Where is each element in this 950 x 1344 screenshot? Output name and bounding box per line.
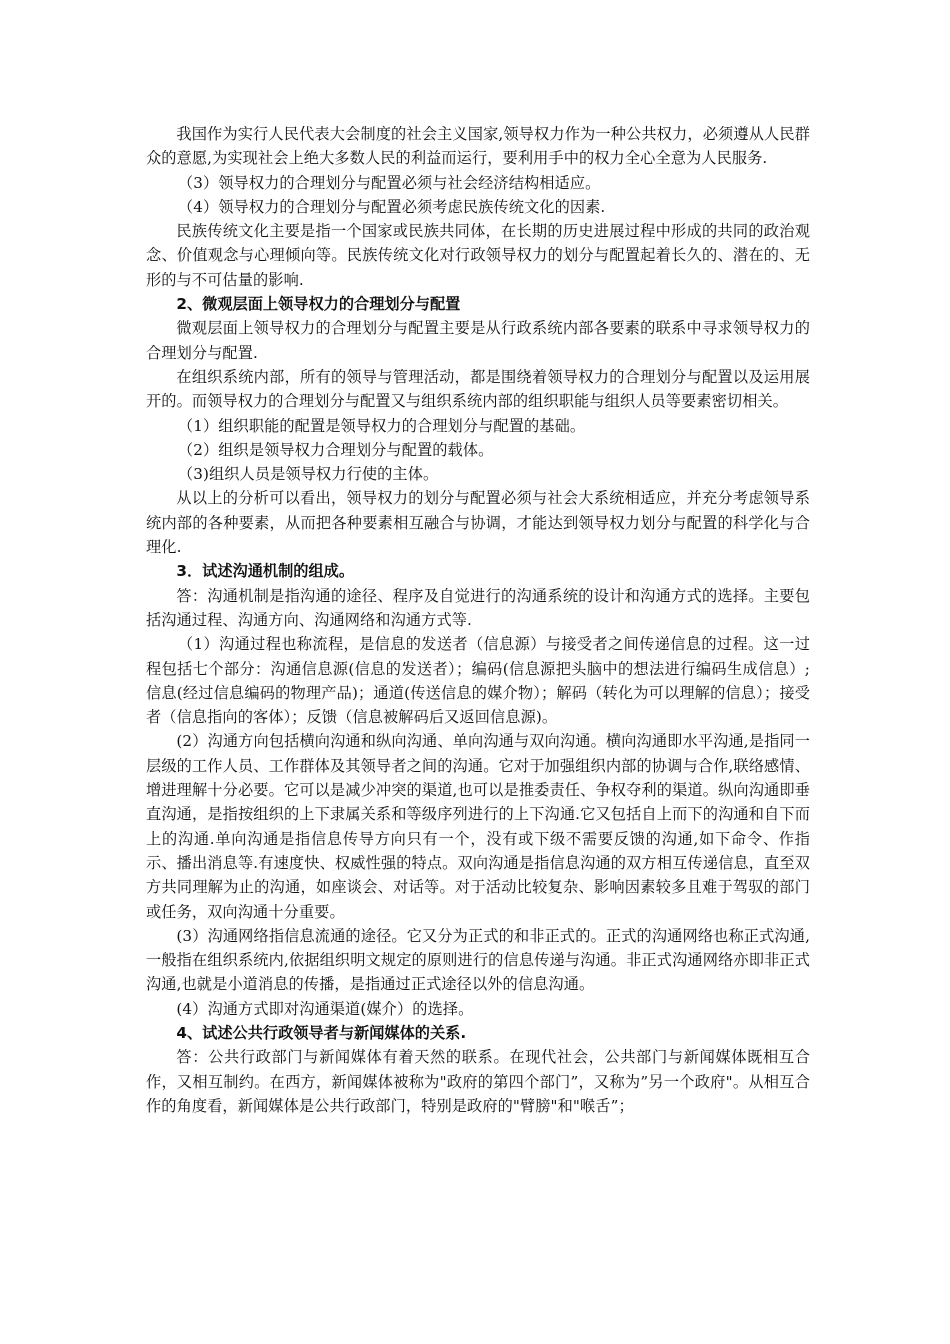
- question-heading: 3．试述沟通机制的组成。: [176, 562, 355, 581]
- paragraph: (3）沟通网络指信息流通的途径。它又分为正式的和非正式的。正式的沟通网络也称正式沟通,一般指在组织系统内,依据组织明文规定的原则进行的信息传递与沟通。非正式沟通网络亦即非正式沟通,也就是小道消息的传播，是指通过正式途径以外的信息沟通。: [146, 926, 810, 994]
- list-item: （1）组织职能的配置是领导权力的合理划分与配置的基础。: [177, 416, 586, 435]
- paragraph: 微观层面上领导权力的合理划分与配置主要是从行政系统内部各要素的联系中寻求领导权力的合理划分与配置.: [146, 319, 810, 362]
- list-item: （3)组织人员是领导权力行使的主体。: [177, 465, 439, 484]
- question-heading: 4、试述公共行政领导者与新闻媒体的关系.: [176, 1023, 467, 1042]
- paragraph: (4）沟通方式即对沟通渠道(媒介）的选择。: [176, 999, 474, 1018]
- list-item: （1）沟通过程也称流程，是信息的发送者（信息源）与接受者之间传递信息的过程。这一过程包括七个部分：沟通信息源(信息的发送者）；编码(信息源把头脑中的想法进行编码生成信息）;信息(经过信息编码的物理产品)；通道(传送信息的媒介物）；解码（转化为可以理解的信息）；接受者（信息指向的客体）；反馈（信息被解码后又返回信息源)。: [146, 635, 810, 727]
- list-item: （3）领导权力的合理划分与配置必须与社会经济结构相适应。: [177, 173, 601, 192]
- list-item: （2）组织是领导权力合理划分与配置的载体。: [177, 440, 494, 459]
- list-item: （4）领导权力的合理划分与配置必须考虑民族传统文化的因素.: [177, 197, 606, 216]
- answer-paragraph: 答：沟通机制是指沟通的途径、程序及自觉进行的沟通系统的设计和沟通方式的选择。主要包括沟通过程、沟通方向、沟通网络和沟通方式等.: [146, 586, 810, 629]
- paragraph: (2）沟通方向包括横向沟通和纵向沟通、单向沟通与双向沟通。横向沟通即水平沟通,是指同一层级的工作人员、工作群体及其领导者之间的沟通。它对于加强组织内部的协调与合作,联络感情、增进理解十分必要。它可以是减少冲突的渠道,也可以是推委责任、争权夺利的渠道。纵向沟通即垂直沟通，是指按组织的上下隶属关系和等级序列进行的上下沟通.它又包括自上而下的沟通和自下而上的沟通.单向沟通是指信息传导方向只有一个，没有或下级不需要反馈的沟通,如下命令、作指示、播出消息等.有速度快、权威性强的特点。双向沟通是指信息沟通的双方相互传递信息，直至双方共同理解为止的沟通，如座谈会、对话等。对于活动比较复杂、影响因素较多且难于驾驭的部门或任务，双向沟通十分重要。: [146, 732, 810, 921]
- paragraph: 从以上的分析可以看出，领导权力的划分与配置必须与社会大系统相适应，并充分考虑领导系统内部的各种要素，从而把各种要素相互融合与协调，才能达到领导权力划分与配置的科学化与合理化.: [146, 489, 810, 557]
- document-body: [146, 122, 810, 1118]
- paragraph: 民族传统文化主要是指一个国家或民族共同体，在长期的历史进展过程中形成的共同的政治观念、价值观念与心理倾向等。民族传统文化对行政领导权力的划分与配置起着长久的、潜在的、无形的与不可估量的影响.: [146, 222, 810, 289]
- paragraph: 我国作为实行人民代表大会制度的社会主义国家,领导权力作为一种公共权力，必须遵从人民群众的意愿,为实现社会上绝大多数人民的利益而运行，要利用手中的权力全心全意为人民服务.: [146, 125, 810, 168]
- paragraph: 在组织系统内部，所有的领导与管理活动，都是围绕着领导权力的合理划分与配置以及运用展开的。而领导权力的合理划分与配置又与组织系统内部的组织职能与组织人员等要素密切相关。: [146, 367, 810, 411]
- section-heading: 2、微观层面上领导权力的合理划分与配置: [176, 295, 461, 314]
- answer-paragraph: 答：公共行政部门与新闻媒体有着天然的联系。在现代社会，公共部门与新闻媒体既相互合作，又相互制约。在西方，新闻媒体被称为"政府的第四个部门”，又称为”另一个政府"。从相互合作的角度看，新闻媒体是公共行政部门，特别是政府的"臂膀"和"喉舌”；: [146, 1048, 810, 1115]
